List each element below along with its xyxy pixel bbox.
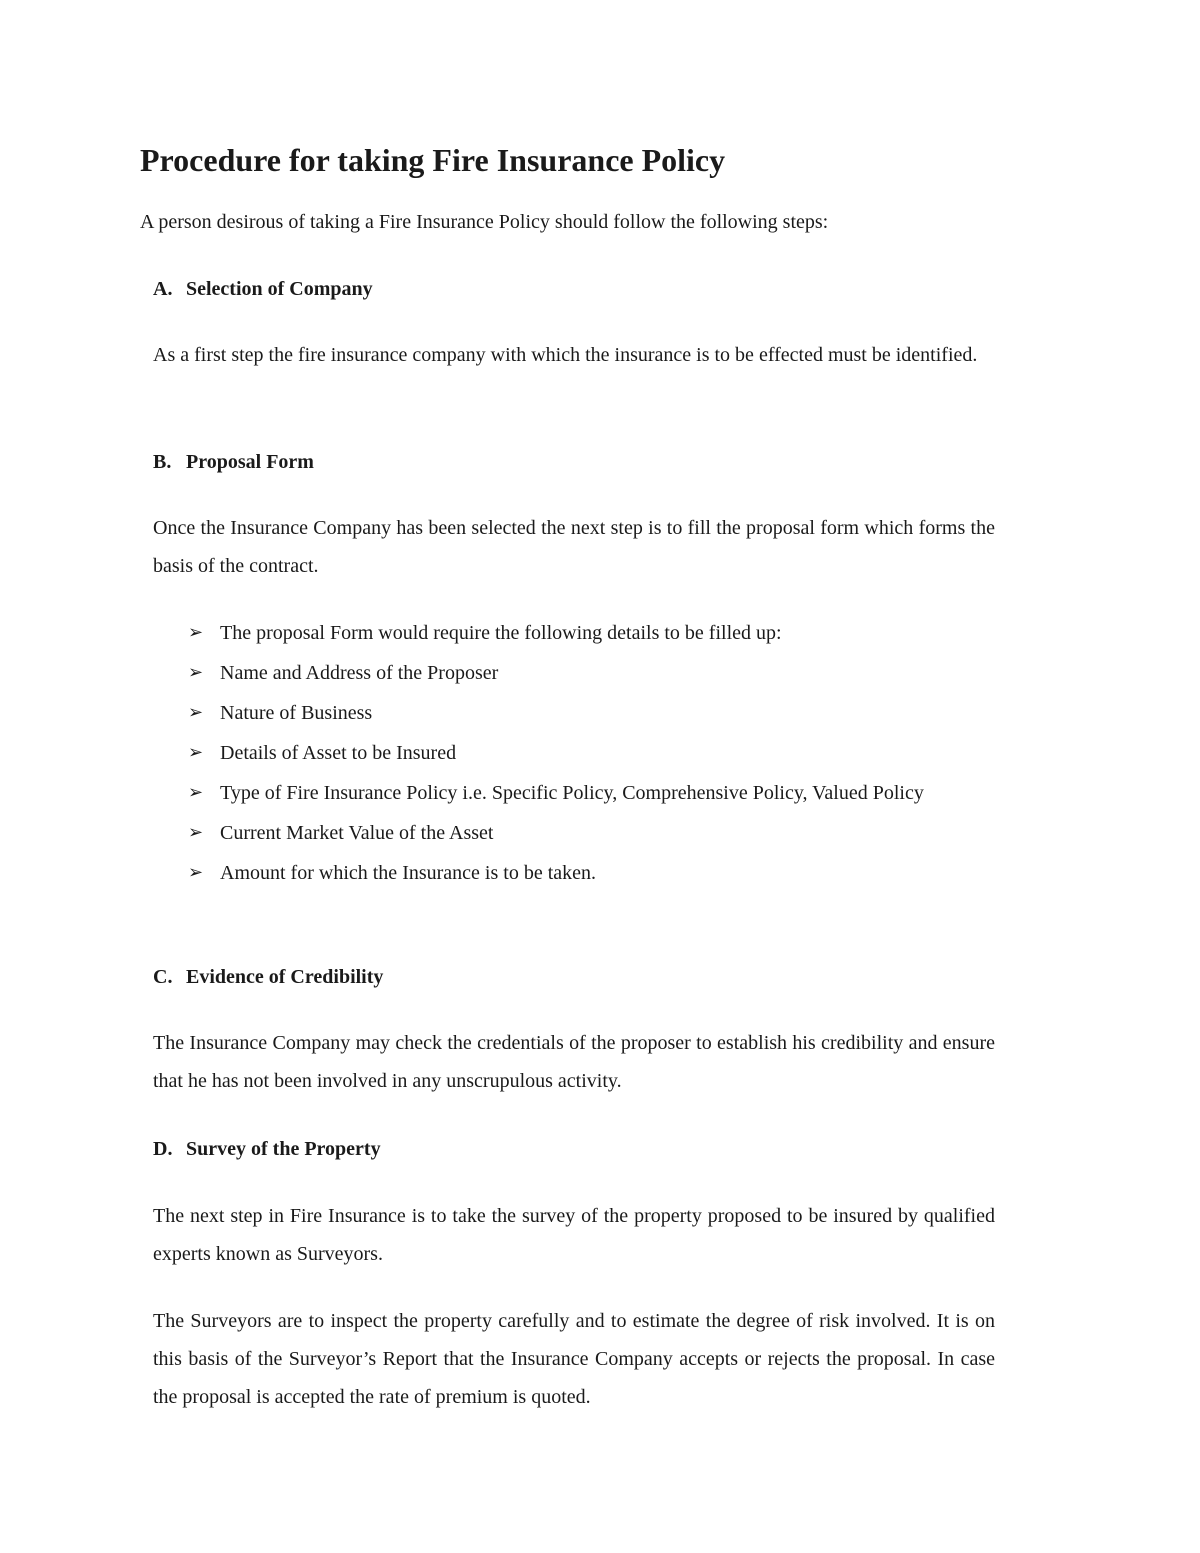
arrowhead-bullet-icon: ➢ bbox=[188, 662, 204, 683]
proposal-details-list bbox=[188, 614, 988, 894]
section-title: Survey of the Property bbox=[186, 1138, 381, 1160]
list-item: ➢ Amount for which the Insurance is to be taken. bbox=[188, 854, 988, 892]
section-heading-a bbox=[153, 274, 373, 304]
section-heading-d bbox=[153, 1134, 381, 1164]
arrowhead-bullet-icon: ➢ bbox=[188, 782, 204, 803]
section-heading-c bbox=[153, 962, 383, 992]
section-letter: C. bbox=[153, 966, 173, 988]
section-c-paragraph: The Insurance Company may check the credentials of the proposer to establish his credibility and ensure that he has not been involved in any unscrupulous activity. bbox=[153, 1032, 995, 1092]
arrowhead-bullet-icon: ➢ bbox=[188, 822, 204, 843]
page-title: Procedure for taking Fire Insurance Policy bbox=[140, 142, 726, 178]
section-title: Selection of Company bbox=[186, 278, 373, 300]
section-b-paragraph: Once the Insurance Company has been selected the next step is to fill the proposal form which forms the basis of the contract. bbox=[153, 517, 995, 577]
list-item: ➢ Type of Fire Insurance Policy i.e. Specific Policy, Comprehensive Policy, Valued Policy bbox=[188, 774, 988, 812]
section-a-paragraph: As a first step the fire insurance company with which the insurance is to be effected must be identified. bbox=[153, 344, 978, 366]
section-heading-b bbox=[153, 447, 314, 477]
section-d-paragraph-1: The next step in Fire Insurance is to take the survey of the property proposed to be insured by qualified experts known as Surveyors. bbox=[153, 1205, 995, 1265]
list-item: ➢ Name and Address of the Proposer bbox=[188, 654, 988, 692]
list-item: ➢ The proposal Form would require the following details to be filled up: bbox=[188, 614, 988, 652]
section-title: Evidence of Credibility bbox=[186, 966, 384, 988]
list-item: ➢ Details of Asset to be Insured bbox=[188, 734, 988, 772]
arrowhead-bullet-icon: ➢ bbox=[188, 742, 204, 763]
section-d-paragraph-2: The Surveyors are to inspect the property carefully and to estimate the degree of risk involved. It is on this basis of the Surveyor’s Report that the Insurance Company accepts or rejects the proposal. In case the proposal is accepted the rate of premium is quoted. bbox=[153, 1310, 995, 1408]
section-letter: D. bbox=[153, 1138, 173, 1160]
arrowhead-bullet-icon: ➢ bbox=[188, 702, 204, 723]
section-letter: B. bbox=[153, 451, 172, 473]
arrowhead-bullet-icon: ➢ bbox=[188, 622, 204, 643]
list-item: ➢ Current Market Value of the Asset bbox=[188, 814, 988, 852]
arrowhead-bullet-icon: ➢ bbox=[188, 862, 204, 883]
list-item: ➢ Nature of Business bbox=[188, 694, 988, 732]
intro-paragraph: A person desirous of taking a Fire Insurance Policy should follow the following steps: bbox=[140, 211, 829, 233]
section-letter: A. bbox=[153, 278, 173, 300]
section-title: Proposal Form bbox=[186, 451, 314, 473]
